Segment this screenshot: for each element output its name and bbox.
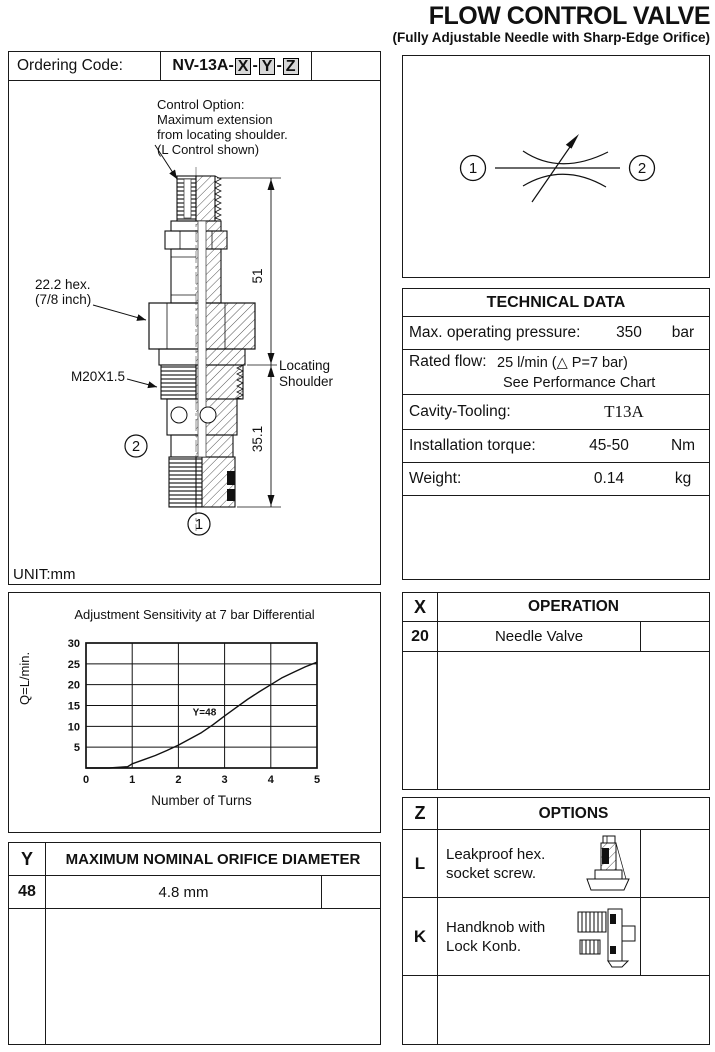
svg-text:15: 15	[67, 700, 80, 713]
locating-shoulder-label-line1: Locating	[279, 358, 331, 373]
svg-text:Y=48: Y=48	[192, 707, 217, 719]
tech-unit: Nm	[670, 437, 696, 454]
tech-unit: bar	[671, 324, 695, 341]
ordering-code-prefix: NV-13A-	[172, 57, 234, 74]
chart-title: Adjustment Sensitivity at 7 bar Differential	[74, 607, 315, 622]
svg-text:20: 20	[67, 679, 80, 692]
operation-label: Needle Valve	[438, 622, 641, 651]
chart-x-axis-label: Number of Turns	[151, 793, 252, 808]
ordering-code-x: X	[235, 58, 252, 75]
port-1-number: 1	[194, 517, 204, 533]
ordering-code-sep: -	[252, 57, 258, 74]
tech-value-note: See Performance Chart	[503, 375, 656, 391]
options-table-key: Z	[403, 798, 438, 829]
svg-text:3: 3	[221, 774, 228, 786]
options-table	[402, 797, 710, 1045]
page-title: FLOW CONTROL VALVE	[428, 2, 710, 30]
performance-chart-box	[8, 592, 381, 833]
orifice-table	[8, 842, 381, 1045]
tech-value: 0.14	[593, 470, 625, 487]
valve-drawing-box	[8, 80, 381, 585]
orifice-value: 4.8 mm	[46, 876, 322, 908]
option-k-code: K	[403, 898, 438, 975]
option-l-label-line1: Leakproof hex.	[446, 845, 546, 863]
control-option-line2: Maximum extension	[157, 112, 273, 127]
operation-code: 20	[403, 622, 438, 651]
tech-label: Rated flow:	[409, 353, 487, 370]
option-k-label-line1: Handknob with	[446, 918, 546, 936]
svg-text:4: 4	[267, 774, 274, 786]
tech-value: 350	[616, 324, 642, 341]
operation-table-header: OPERATION	[528, 598, 619, 615]
orifice-empty-cell	[322, 876, 380, 908]
operation-table-key: X	[403, 593, 438, 621]
option-l-empty-cell	[641, 830, 709, 897]
ordering-code-z: Z	[283, 58, 299, 75]
control-option-line3: from locating shoulder.	[157, 127, 288, 142]
control-option-line4: (L Control shown)	[157, 142, 260, 157]
thread-leader	[127, 379, 157, 387]
handknob-icon	[576, 906, 638, 968]
orifice-code: 48	[9, 876, 46, 908]
tech-row-cavity	[403, 395, 709, 430]
options-table-header: OPTIONS	[538, 804, 609, 822]
technical-data-box	[402, 288, 710, 580]
tech-label: Cavity-Tooling:	[409, 403, 511, 420]
operation-table	[402, 592, 710, 790]
unit-label: UNIT:mm	[13, 566, 76, 583]
control-option-line1: Control Option:	[157, 97, 245, 112]
orifice-table-key: Y	[9, 843, 46, 875]
hex-socket-screw-icon	[582, 834, 634, 894]
svg-text:1: 1	[129, 774, 136, 786]
dim-51-label: 51	[250, 268, 265, 284]
option-k-label-line2: Lock Konb.	[446, 937, 522, 955]
options-filler-keycell	[403, 976, 438, 1044]
technical-data-header: TECHNICAL DATA	[403, 289, 709, 317]
option-k-empty-cell	[641, 898, 709, 975]
locating-shoulder-label-line2: Shoulder	[279, 374, 334, 389]
port-2-number: 2	[131, 439, 141, 455]
dim-35-1-label: 35.1	[250, 425, 265, 453]
adjustable-arrow	[532, 144, 572, 202]
option-l-code: L	[403, 830, 438, 897]
schematic-box	[402, 55, 710, 278]
hex-leader	[93, 305, 146, 320]
svg-text:5: 5	[73, 742, 80, 755]
tech-value: 45-50	[589, 437, 629, 454]
ordering-code-empty-cell	[312, 52, 380, 80]
thread-label: M20X1.5	[71, 369, 126, 384]
tech-label: Weight:	[409, 470, 462, 487]
svg-text:30: 30	[67, 638, 80, 650]
tech-row-rated-flow	[403, 350, 709, 395]
title-block	[392, 3, 710, 45]
chart-y-axis-label: Q=L/min.	[17, 651, 32, 705]
page-subtitle: (Fully Adjustable Needle with Sharp-Edge Orifice)	[392, 30, 710, 45]
ordering-code-value	[161, 52, 312, 80]
svg-text:5: 5	[313, 774, 321, 786]
tech-row-pressure	[403, 317, 709, 350]
hex-label-line2: (7/8 inch)	[35, 292, 92, 307]
ordering-code-sep: -	[276, 57, 282, 74]
svg-text:0: 0	[82, 774, 90, 786]
tech-label: Installation torque:	[409, 437, 536, 454]
operation-empty-cell	[641, 622, 709, 651]
svg-text:25: 25	[67, 658, 80, 671]
ordering-code-box	[8, 51, 381, 81]
schematic-port-1: 1	[468, 160, 478, 177]
option-l-label-line2: socket screw.	[446, 864, 537, 882]
valve-cutaway-drawing	[9, 81, 378, 582]
tech-label: Max. operating pressure:	[409, 324, 581, 341]
tech-value: 25 l/min (△ P=7 bar)	[497, 355, 628, 371]
svg-text:2: 2	[175, 774, 182, 786]
ordering-code-y: Y	[259, 58, 276, 75]
operation-filler-keycell	[403, 652, 438, 789]
tech-row-torque	[403, 430, 709, 463]
flow-control-symbol	[403, 56, 707, 275]
tech-value: T13A	[604, 402, 644, 421]
schematic-port-2: 2	[637, 160, 647, 177]
tech-row-weight	[403, 463, 709, 496]
svg-text:10: 10	[67, 721, 80, 734]
orifice-filler-keycell	[9, 909, 46, 1044]
hex-label-line1: 22.2 hex.	[35, 277, 91, 292]
ordering-code-label: Ordering Code:	[9, 52, 161, 80]
orifice-table-header: MAXIMUM NOMINAL ORIFICE DIAMETER	[65, 850, 361, 868]
tech-unit: kg	[674, 470, 692, 487]
